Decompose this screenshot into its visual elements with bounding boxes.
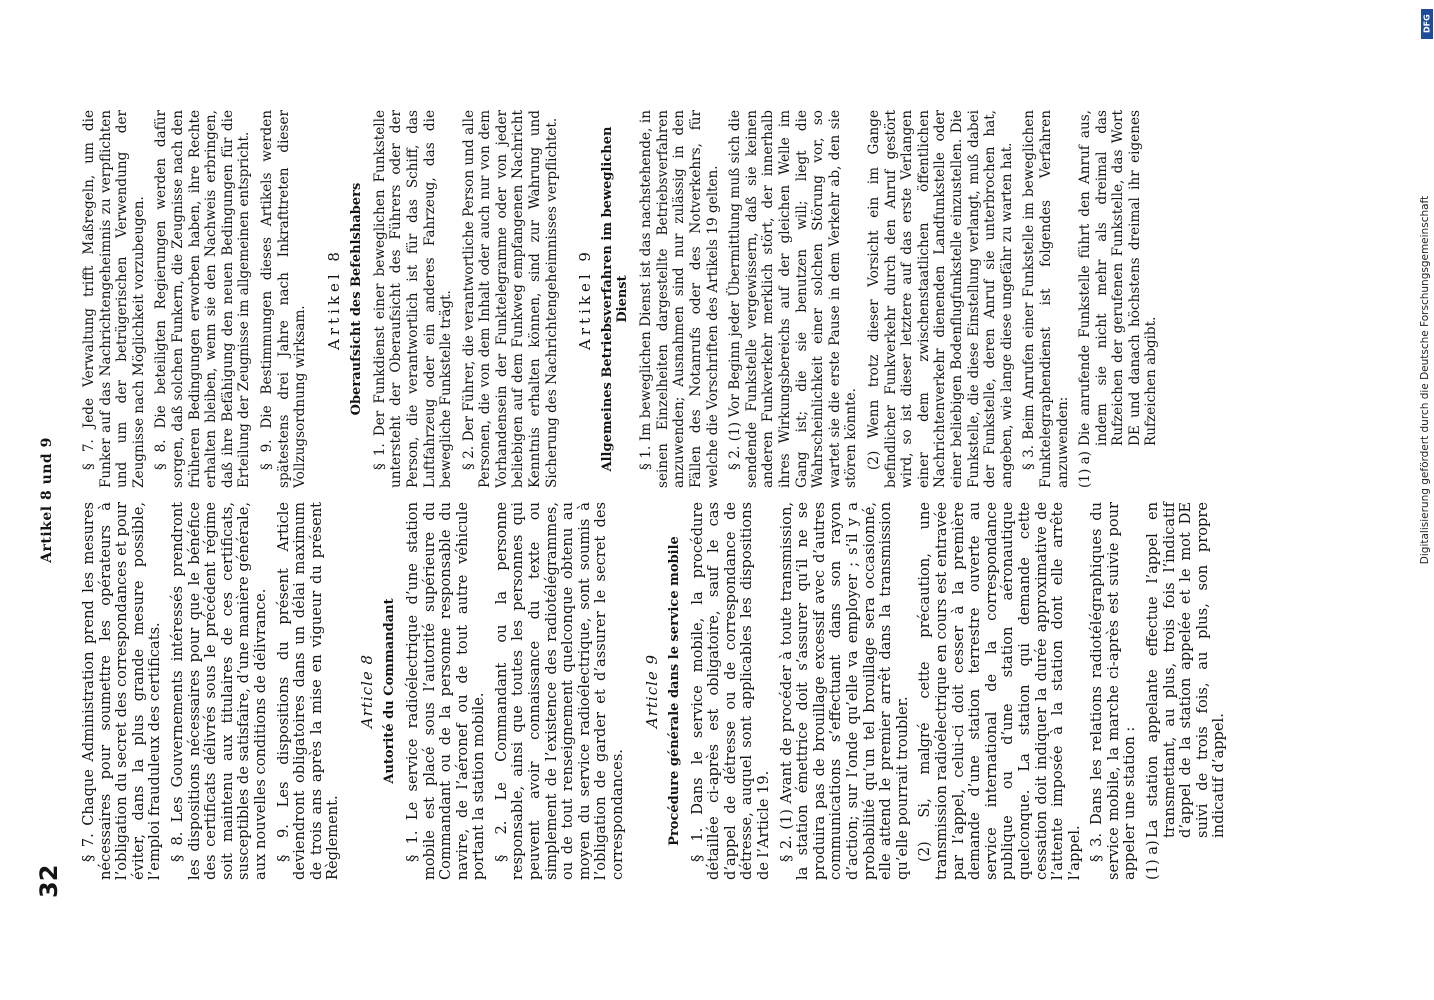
- de-item-label: (1) a): [1077, 451, 1094, 488]
- digitization-credit-sidebar: [1413, 0, 1433, 1000]
- de-paragraph: § 9. Die Bestimmungen dieses Artikels werden spätestens drei Jahre nach Inkrafttreten dieser Vollzugsordnung wirksam.: [258, 110, 309, 488]
- rotated-document-page: [35, 70, 1415, 930]
- fr-paragraph: § 9. Les dispositions du présent Article deviendront obligatoires dans un délai maximum de trois ans après la mise en vigueur du présent Règlement.: [274, 502, 342, 880]
- fr-paragraph: § 2. Le Commandant ou la personne responsable, ainsi que toutes les personnes qui peuvent avoir connaissance du texte ou simplement de l’existence des radiotélégrammes, ou de tout renseignement quelconque obtenu au moyen du service radioélectrique, sont soumis à l’obligation de garder et d’assurer le secret des correspondances.: [492, 502, 627, 880]
- de-paragraph: § 1. Im beweglichen Dienst ist das nachstehende, in seinen Einzelheiten dargestellte Betriebsverfahren anzuwenden; Ausnahmen sind nur zulässig in den Fällen des Notanrufs oder des Notverkehrs, für welche die Vorschriften des Artikels 19 gelten.: [638, 110, 721, 488]
- fr-item-label: (1) a): [1144, 840, 1162, 880]
- de-paragraph: (2) Wenn trotz dieser Vorsicht ein im Gange befindlicher Funkverkehr durch den Anruf gestört wird, so ist dieser letztere auf das erste Verlangen einer dem zwischenstaatlichen öffentlichen Nachrichtenverkehr dienenden Landfunkstelle oder einer beliebigen Bodenflugfunkstelle einzustellen. Die Funkstelle, die diese Einstellung verlangt, muß dabei der Funkstelle, deren Anruf sie unterbrochen hat, angeben, wie lange diese ungefähr zu warten hat.: [865, 110, 1015, 488]
- de-item-text: Die anrufende Funkstelle führt den Anruf aus, indem sie nicht mehr als dreimal das Rufzeichen der gerufenen Funkstelle, das Wort DE und danach höchstens dreimal ihr eigenes Rufzeichen abgibt.: [1077, 110, 1160, 446]
- german-column: [81, 70, 1228, 488]
- running-head: Artikel 8 und 9: [39, 437, 55, 563]
- de-article-8-subtitle: Oberaufsicht des Befehlshabers: [348, 182, 364, 416]
- de-list-item: [1077, 110, 1160, 488]
- fr-article-8-title: Article 8: [357, 653, 376, 729]
- fr-paragraph: § 2. (1) Avant de procéder à toute transmission, la station émettrice doit s’assurer qu’il ne se produira pas de brouillage excessif avec d’autres communications s’effectuant dans son rayon d’action; sur l’onde qu’elle va employer ; s’il y a probabilité qu’un tel brouillage sera occasionné, elle attend le premier arrêt dans la transmission qu’elle pourrait troubler.: [777, 502, 911, 880]
- de-paragraph: § 7. Jede Verwaltung trifft Maßregeln, um die Funker auf das Nachrichtengeheimnis zu verpflichten und um der betrügerischen Verwendung der Zeugnisse nach Möglichkeit vorzubeugen.: [81, 110, 147, 488]
- text-columns: [81, 70, 1228, 930]
- de-paragraph: § 2. (1) Vor Beginn jeder Übermittlung muß sich die sendende Funkstelle vergewissern, daß sie keinen anderen Funkverkehr merklich stört, der innerhalb ihres Wirkungsbereichs auf der gleichen Welle im Gang ist; die sie benutzen will; liegt die Wahrscheinlichkeit einer solchen Störung vor, so wartet sie die erste Pause in dem Verkehr ab, den sie stören könnte.: [727, 110, 860, 488]
- fr-paragraph: (2) Si, malgré cette précaution, une transmission radioélectrique en cours est entravée par l’appel, celui-ci doit cesser à la première demande d’une station terrestre ouverte au service international de la correspondance publique ou d’une station aéronautique quelconque. La station qui demande cette cessation doit indiquer la durée approximative de l’attente imposée à la station dont elle arrête l’appel.: [916, 502, 1083, 880]
- de-paragraph: § 1. Der Funkdienst einer beweglichen Funkstelle untersteht der Oberaufsicht des Führers oder der Person, die verantwortlich ist für das Schiff, das Luftfahrzeug oder ein anderes Fahrzeug, das die bewegliche Funkstelle trägt.: [371, 110, 455, 488]
- fr-list-item: [1145, 502, 1228, 880]
- fr-paragraph: § 3. Dans les relations radiotélégraphiques du service mobile, la marche ci-après est suivie pour appeler une station :: [1088, 502, 1139, 880]
- fr-item-text: La station appelante effectue l’appel en transmettant, au plus, trois fois l’indicatif d’appel de la station appelée et le mot DE suivi de trois fois, au plus, son propre indicatif d’appel.: [1144, 502, 1228, 838]
- fr-article-8-subtitle: Autorité du Commandant: [381, 598, 397, 784]
- de-paragraph: § 8. Die beteiligten Regierungen werden dafür sorgen, daß solchen Funkern, die Zeugnisse nach den früheren Bedingungen erworben haben, ihre Rechte erhalten bleiben, wenn sie den Nachweis erbringen, daß ihre Befähigung den neuen Bedingungen für die Erteilung der Zeugnisse im allgemeinen entspricht.: [153, 110, 253, 488]
- page-number: 32: [35, 864, 63, 898]
- de-article-9-subtitle: Allgemeines Betriebsverfahren im beweglichen Dienst: [600, 126, 631, 472]
- de-paragraph: § 3. Beim Anrufen einer Funkstelle im beweglichen Funktelegraphendienst ist folgendes Verfahren anzuwenden:: [1021, 110, 1071, 488]
- french-column: [81, 502, 1228, 930]
- fr-paragraph: § 1. Le service radioélectrique d’une station mobile est placé sous l’autorité supérieure du Commandant ou de la personne responsable du navire, de l’aéronef ou de tout autre véhicule portant la station mobile.: [403, 502, 488, 880]
- de-paragraph: § 2. Der Führer, die verantwortliche Person und alle Personen, die von dem Inhalt oder auch nur von dem Vorhandensein der Funktelegramme oder von jeder beliebigen auf dem Funkweg empfangenen Nachricht Kenntnis erhalten können, sind zur Wahrung und Sicherung des Nachrichtengeheimnisses verpflichtet.: [460, 110, 560, 488]
- digitization-credit: Digitalisierung gefördert durch die Deutsche Forschungsgemeinschaft: [1419, 195, 1431, 565]
- fr-article-9-subtitle: Procédure générale dans le service mobile: [666, 536, 682, 846]
- fr-paragraph: § 8. Les Gouvernements intéressés prendront les dispositions nécessaires pour que le bénéfice des certificats délivrés sous le précédent régime soit maintenu aux titulaires de ces certificats, susceptibles de satisfaire, d’une manière générale, aux nouvelles conditions de délivrance.: [168, 502, 269, 880]
- de-article-8-title: Artikel 8: [324, 248, 343, 350]
- fr-paragraph: § 1. Dans le service mobile, la procédure détaillée ci-après est obligatoire, sauf le cas d’appel de détresse ou de correspondance de détresse, auquel sont applicables les dispositions de l’Article 19.: [688, 502, 772, 880]
- de-article-9-title: Artikel 9: [576, 248, 595, 350]
- dfg-logo: DFG: [1421, 9, 1433, 39]
- page-header: [35, 70, 71, 930]
- fr-paragraph: § 7. Chaque Administration prend les mesures nécessaires pour soumettre les opérateurs à l’obligation du secret des correspondances et pour éviter, dans la plus grande mesure possible, l’emploi frauduleux des certificats.: [80, 502, 164, 880]
- fr-article-9-title: Article 9: [642, 653, 661, 729]
